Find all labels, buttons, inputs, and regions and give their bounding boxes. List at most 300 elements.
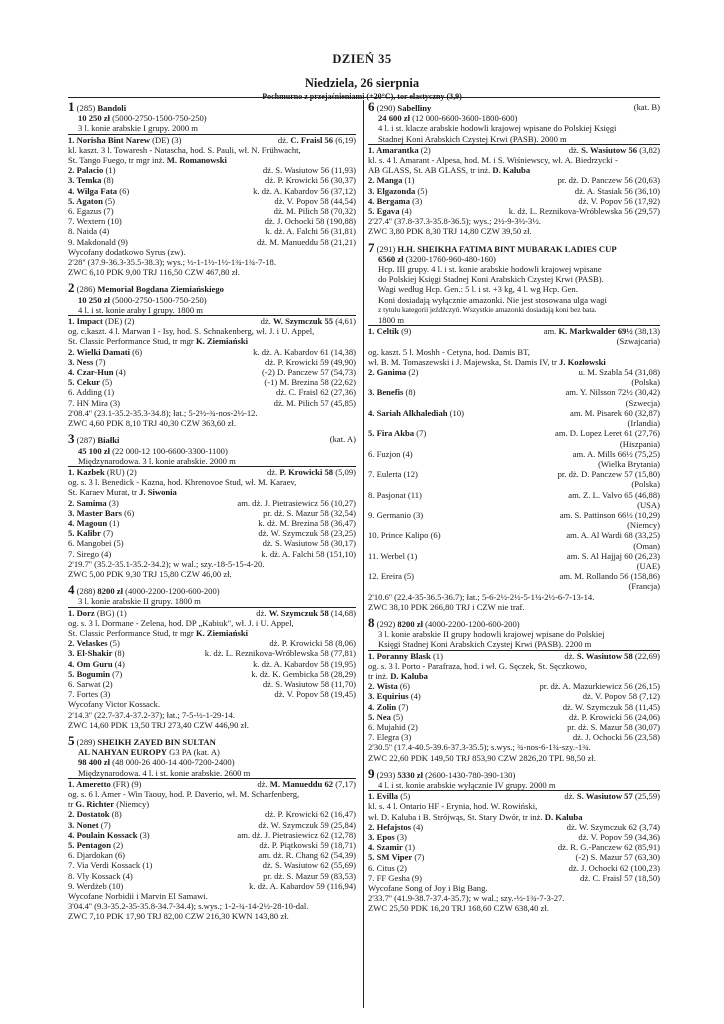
jockey-info — [573, 186, 660, 196]
race-code: (291) — [376, 243, 398, 254]
result-row — [368, 732, 660, 742]
line-text: Stadnej Koni Arabskich Czystej Krwi (PASB). 2000 m — [378, 133, 567, 144]
line-text: Hcp. III grupy. 4 l. i st. konie arabskie hodowli krajowej wpisane — [378, 264, 602, 275]
race-line — [68, 569, 356, 579]
jockey-text: dż. S. Wasiutow 58 (30,17) — [262, 538, 356, 549]
jockey-info — [576, 832, 660, 842]
race-line — [368, 903, 660, 913]
jockey-odds: (22,69) — [632, 650, 660, 661]
jockey-text: k. dż. A. Falchi 56 (31,81) — [265, 226, 356, 237]
jockey-text: k. dż. A. Kabardov 59 (116,94) — [249, 880, 356, 891]
horse-name: 1. Ameretto — [68, 778, 111, 789]
page-header — [0, 52, 724, 101]
horse-info: (8) — [112, 648, 125, 659]
race-code: (289) — [76, 736, 98, 747]
result-row — [368, 449, 660, 459]
horse-info: (DE) (3) — [149, 134, 182, 145]
race-line — [68, 267, 356, 277]
horse-info: (7) — [412, 852, 425, 863]
race-number: 4 — [68, 585, 75, 597]
jockey-text: dż. A. Stasiak 56 (36,10) — [574, 185, 660, 196]
line-text: og. s. 3 l. Benedick - Kazna, hod. Khrenovoe Stud, wł. M. Karaev, — [68, 477, 297, 488]
result-row — [368, 387, 660, 397]
horse-info: 7. FF Gesha (9) — [368, 872, 422, 883]
race-line — [368, 284, 660, 294]
race-line — [68, 295, 356, 305]
result-row — [68, 679, 356, 689]
horse-name: 2. Dostatok — [68, 809, 110, 820]
horse-info: (10) — [447, 407, 464, 418]
race-line — [68, 487, 356, 497]
line-text: do Polskiej Księgi Stadnej Koni Arabskich Czystej Krwi (PASB). — [378, 274, 604, 285]
horse-name: 2. Palacio — [68, 165, 104, 176]
line-text: Wycofany dodatkowo Syrus (zw). — [68, 246, 186, 257]
line-text: AB GLASS, St. AB GLASS, tr inż. — [368, 165, 493, 176]
jockey-text: dż. W. Szymczuk 59 (25,84) — [258, 819, 356, 830]
jockey-info — [556, 175, 660, 185]
race-category: (kat. B) — [633, 102, 660, 112]
result-row — [68, 508, 356, 518]
jockey-name: S. Wasiutow 56 — [581, 144, 638, 155]
bold-text: 24 600 zł — [378, 113, 410, 124]
race-line — [68, 768, 356, 779]
line-text: (12 000-6600-3600-1800-600) — [409, 113, 518, 124]
horse-info: (FR) (9) — [110, 778, 142, 789]
horse-name: 4. Szamir — [368, 842, 403, 853]
result-row — [368, 186, 660, 196]
line-text: 2'30.5'' (17.4-40.5-39.6-37.3-35.5); s.wys.; ¾-nos-6-1¾-szy.-1¾. — [368, 742, 591, 753]
horse-info: (4) — [113, 367, 126, 378]
day-title: DZIEŃ 35 — [332, 52, 392, 66]
race-line — [68, 799, 356, 809]
horse-info: (7) — [100, 528, 114, 539]
jockey-info — [272, 206, 356, 216]
result-row — [368, 791, 660, 801]
race-line — [68, 456, 356, 467]
race-title — [68, 585, 356, 596]
horse-info: (1) — [107, 517, 120, 528]
jockey-info — [567, 145, 660, 155]
race-line — [368, 780, 660, 791]
line-text: St. Karaev Murat, tr — [68, 487, 140, 498]
race-title — [368, 618, 660, 629]
race-line — [368, 254, 660, 264]
line-text: wł. B. M. Tomaszewski i J. Majewska, St. Damis IV, tr — [368, 356, 559, 367]
jockey-info — [254, 608, 356, 618]
jockey-info — [561, 702, 660, 712]
horse-name: 3. Master Bars — [68, 507, 123, 518]
jockey-text: dż. S. Wasiutow 62 (55,69) — [262, 860, 356, 871]
horse-info: 8. Pasjonat (11) — [368, 489, 422, 500]
jockey-info — [259, 316, 356, 326]
line-text: ZWC 22,60 PDK 149,50 TRJ 853,90 CZW 2826,20 TPL 98,50 zł. — [368, 752, 596, 763]
result-row — [68, 638, 356, 648]
line-text: (Irlandia) — [627, 418, 660, 429]
race-code: (293) — [376, 769, 398, 780]
race-line — [68, 891, 356, 901]
trainer-name: D. Kaluba — [544, 811, 583, 822]
jockey-info — [261, 860, 356, 870]
race-number: 8 — [368, 617, 375, 630]
horse-name: 4. Magoun — [68, 517, 108, 528]
jockey-info — [562, 791, 660, 801]
jockey-info — [263, 175, 356, 185]
horse-name: 1. Norisha Bint Narew — [68, 134, 150, 145]
race-line — [368, 347, 660, 357]
race-name: 5330 zł — [397, 769, 423, 780]
jockey-info — [558, 510, 660, 520]
result-row — [68, 840, 356, 850]
result-row — [368, 571, 660, 581]
horse-info: (5) — [390, 711, 404, 722]
race-code: (287) — [76, 435, 98, 446]
jockey-name: S. Wasiutow 58 — [576, 650, 633, 661]
horse-name: 3. Benefis — [368, 387, 404, 398]
line-text: 3 l. konie arabskie II grupy hodowli krajowej wpisane do Polskiej — [378, 629, 605, 640]
line-text: Wagi według Hcp. Gen.: 5 l. i st. +3 kg, 4 l. wg Hcp. Gen. — [378, 284, 578, 295]
jockey-info — [565, 822, 660, 832]
horse-info: (6) — [117, 185, 130, 196]
line-text: og. c.kaszt. 4 l. Marwan I - Isy, hod. S. Schnakenberg, wł. J. i U. Appel, — [68, 326, 315, 337]
jockey-text: dż. R. G.-Panczew 62 (85,91) — [557, 842, 660, 853]
horse-info: (6) — [122, 507, 135, 518]
jockey-info — [235, 830, 356, 840]
jockey-name: C. Fraisl 56 — [290, 134, 334, 145]
horse-info: 7. Eulerta (12) — [368, 469, 418, 480]
line-text: 4 l. i st. konie arabskie wyłącznie IV grupy. 2000 m — [378, 780, 556, 790]
line-text: tr inż. — [368, 670, 391, 681]
left-column — [68, 102, 356, 928]
jockey-info — [574, 852, 661, 862]
line-text: 4 l. i st. konie araby I grupy. 1800 m — [78, 304, 203, 315]
horse-info: 6. Citus (2) — [368, 862, 407, 873]
race-line — [68, 596, 356, 607]
jockey-info — [571, 449, 660, 459]
race-line — [368, 155, 660, 165]
jockey-text: dż. C. Fraisl 62 (27,36) — [276, 387, 356, 398]
jockey-text: dż. W. Szymczuk 58 (23,25) — [258, 528, 356, 539]
jockey-text: am. dż. J. Pietrasiewicz 56 (10,27) — [237, 497, 356, 508]
horse-info: 7. HN Mira (3) — [68, 397, 121, 408]
jockey-info — [558, 571, 661, 581]
jockey-info — [567, 712, 660, 722]
race-line — [368, 305, 660, 315]
race-line — [368, 398, 660, 408]
jockey-text: am. S. Al Hajjaj 60 (26,23) — [566, 550, 660, 561]
horse-info: 11. Werbel (1) — [368, 550, 418, 561]
horse-info: 7. Sirego (4) — [68, 548, 112, 559]
jockey-name: P. Krowicki 58 — [279, 466, 334, 477]
result-row — [68, 498, 356, 508]
jockey-info — [256, 528, 356, 538]
race-title — [368, 102, 660, 113]
bold-text: AL NAHYAN EUROPY — [78, 747, 167, 758]
race-line — [368, 165, 660, 175]
horse-info: (7) — [93, 356, 106, 367]
race-name: H.H. SHEIKHA FATIMA BINT MUBARAK LADIES CUP — [397, 243, 617, 254]
jockey-text: dż. V. Popov 58 (19,45) — [274, 689, 356, 700]
line-text: 2'14.3'' (22.7-37.4-37.2-37); łat.; 7-5-½-1-29-14. — [68, 709, 235, 720]
jockey-odds: (38,13) — [632, 326, 660, 337]
jockey-text: pr. dż. A. Mazurkiewicz 56 (26,15) — [539, 681, 660, 692]
horse-info: (BG) (1) — [94, 607, 127, 618]
horse-info: (3) — [394, 832, 407, 843]
horse-name: 1. Celtik — [368, 326, 400, 337]
result-row — [368, 408, 660, 418]
race-line — [68, 477, 356, 487]
horse-info: (3) — [410, 195, 423, 206]
race-line — [68, 155, 356, 165]
trainer-name: K. Ziemiański — [195, 336, 248, 347]
line-text: (Polska) — [631, 377, 660, 388]
race-number: 9 — [368, 768, 375, 780]
race-number: 2 — [68, 283, 75, 295]
horse-info: 10. Prince Kalipo (6) — [368, 530, 441, 541]
jockey-info — [274, 387, 356, 397]
jockey-info — [562, 651, 660, 661]
jockey-info — [576, 196, 660, 206]
horse-info: 8. Vly Kossack (4) — [68, 870, 133, 881]
jockey-text: am. Z. L. Valvo 65 (46,88) — [568, 489, 660, 500]
race-line — [368, 561, 660, 571]
trainer-name: D. Kaluba — [390, 670, 428, 681]
horse-info: (RU) (2) — [104, 466, 137, 477]
jockey-info — [261, 508, 356, 518]
result-row — [68, 779, 356, 789]
horse-info: 7. Via Verdi Kossack (1) — [68, 860, 153, 871]
result-row — [68, 659, 356, 669]
race-line — [368, 541, 660, 551]
result-row — [368, 651, 660, 661]
race-number: 3 — [68, 434, 75, 446]
result-row — [68, 648, 356, 658]
jockey-text: dż. P. Krowicki 56 (30,37) — [265, 175, 356, 186]
result-row — [68, 165, 356, 175]
jockey-text: k. dż. M. Brezina 58 (36,47) — [258, 517, 356, 528]
line-text: (3200-1760-960-480-160) — [403, 253, 496, 264]
result-row — [368, 530, 660, 540]
jockey-text: dż. S. Wasiutow 58 (11,70) — [262, 678, 356, 689]
horse-info: (1) — [103, 165, 116, 176]
jockey-text: dż. J. Ochocki 56 (23,58) — [572, 732, 660, 743]
race-line — [368, 439, 660, 449]
line-text: z tytułu kategorii jeźdźczyń. Wszystkie amazonki dosiadają koni bez bata. — [378, 304, 597, 314]
jockey-info — [256, 518, 356, 528]
race-line — [368, 336, 660, 346]
race-line — [368, 134, 660, 145]
jockey-info — [571, 732, 660, 742]
race-line — [368, 742, 660, 752]
horse-name: 5. Nea — [368, 711, 391, 722]
horse-name: 2. Ganima — [368, 367, 407, 378]
line-text: G3 PA (kat. A) — [166, 747, 220, 758]
trainer-name: D. Kaluba — [492, 165, 531, 176]
race-line — [368, 661, 660, 671]
jockey-info — [267, 638, 356, 648]
jockey-odds: (7,17) — [333, 778, 356, 789]
jockey-text: k. dż. K. Gembicka 58 (28,29) — [251, 668, 356, 679]
jockey-text: dż. M. Manueddu 58 (21,21) — [256, 236, 356, 247]
jockey-odds: (6,19) — [333, 134, 356, 145]
race-line — [68, 123, 356, 134]
jockey-info — [264, 226, 356, 236]
weather-conditions: Pochmurno z przejaśnieniami (+20°C), tor elastyczny (3,9) — [262, 92, 462, 101]
horse-name: 4. Om Guru — [68, 658, 113, 669]
race-line — [368, 123, 660, 133]
line-text: ZWC 7,10 PDK 17,90 TRJ 82,00 CZW 216,30 KWN 143,80 zł. — [68, 911, 289, 922]
horse-info: (1) — [430, 650, 443, 661]
result-row — [368, 145, 660, 155]
race-block — [68, 102, 356, 277]
line-text: (22 000-12 100-6600-3300-1100) — [109, 445, 228, 456]
race-block — [368, 243, 660, 612]
jockey-info — [272, 398, 356, 408]
race-line — [68, 901, 356, 911]
jockey-text: k. dż. L. Reznikova-Wróblewska 56 (29,57) — [508, 206, 660, 217]
race-line — [68, 699, 356, 709]
race-block — [68, 434, 356, 579]
jockey-text: dż. P. Krowicki 62 (16,47) — [265, 809, 356, 820]
horse-name: 5. Agaton — [68, 195, 103, 206]
jockey-text: dż. — [568, 144, 582, 155]
horse-name: 1. Evilla — [368, 791, 399, 802]
horse-info: 6. Egazus (7) — [68, 206, 114, 217]
race-line — [368, 592, 660, 602]
jockey-text: dż. — [266, 466, 280, 477]
result-row — [68, 237, 356, 247]
horse-info: 9. Germanio (3) — [368, 509, 424, 520]
jockey-info — [565, 551, 660, 561]
horse-name: 3. Epos — [368, 832, 395, 843]
horse-name: 2. Hefajstos — [368, 821, 411, 832]
jockey-text: am. A. Al Wardi 68 (33,25) — [566, 530, 660, 541]
jockey-text: dż. V. Popov 56 (17,92) — [578, 195, 660, 206]
race-prize-split: (2600-1430-780-390-130) — [422, 769, 516, 780]
trainer-name: J. Siwonia — [139, 487, 177, 498]
horse-name: 1. Kazbek — [68, 466, 105, 477]
horse-name: 1. Poranny Blask — [368, 650, 431, 661]
jockey-name: W. Szymczuk 58 — [268, 607, 329, 618]
result-row — [68, 387, 356, 397]
horse-info: (2) — [110, 840, 124, 851]
jockey-odds: (5,09) — [333, 466, 356, 477]
result-row — [368, 681, 660, 691]
jockey-text: u. M. Szabla 54 (31,08) — [578, 367, 660, 378]
line-text: (Oman) — [633, 540, 660, 551]
jockey-text: dż. — [564, 650, 577, 661]
jockey-info — [235, 498, 356, 508]
jockey-text: k. dż. A. Kabardov 61 (14,38) — [253, 346, 356, 357]
race-line — [368, 520, 660, 530]
jockey-text: am. S. Pattinson 66½ (10,29) — [559, 509, 660, 520]
result-row — [68, 398, 356, 408]
line-text: Koni dosiadają wyłącznie amazonki. Nie jest stosowana ulga wagi — [378, 294, 607, 305]
horse-info: 12. Ereira (5) — [368, 571, 415, 582]
result-row — [368, 873, 660, 883]
race-line — [68, 911, 356, 921]
horse-name: 5. Cekur — [68, 377, 100, 388]
race-prize-split: (4000-2200-1200-600-200) — [422, 618, 520, 629]
result-row — [68, 830, 356, 840]
jockey-odds: (25,59) — [632, 791, 660, 802]
jockey-info — [263, 357, 356, 367]
race-line — [68, 336, 356, 346]
race-line — [368, 113, 660, 123]
result-row — [68, 871, 356, 881]
line-text: 2'08.4'' (23.1-35.2-35.3-34.8); łat.; 5-2½-¾-nos-2½-12. — [68, 407, 258, 418]
line-text: 3 l. konie arabskie II grupy. 1800 m — [78, 596, 201, 607]
horse-info: (4) — [410, 821, 424, 832]
result-row — [68, 850, 356, 860]
horse-name: 3. Nonet — [68, 819, 99, 830]
race-title — [68, 736, 356, 747]
race-name: Białki — [97, 435, 120, 446]
horse-name: 3. Equirius — [368, 691, 409, 702]
race-line — [368, 357, 660, 367]
horse-info: (1) — [402, 842, 416, 853]
result-row — [368, 842, 660, 852]
line-text: ZWC 4,60 PDK 8,10 TRJ 40,30 CZW 363,60 zł. — [68, 418, 236, 429]
jockey-info — [251, 186, 356, 196]
result-row — [68, 809, 356, 819]
result-row — [68, 367, 356, 377]
race-name: Bandoli — [97, 103, 127, 113]
race-block — [368, 769, 660, 914]
jockey-text: pr. dż. D. Panczew 56 (20,63) — [557, 175, 660, 186]
jockey-info — [203, 648, 356, 658]
race-name: Sabelliny — [397, 103, 432, 113]
jockey-odds: (3,82) — [637, 144, 660, 155]
race-line — [368, 602, 660, 612]
horse-info: 6. Mujahid (2) — [368, 721, 418, 732]
race-line — [68, 326, 356, 336]
jockey-info — [249, 669, 356, 679]
horse-name: 2. Samima — [68, 497, 107, 508]
horse-info: 6. Sarwat (2) — [68, 678, 113, 689]
horse-info: (7) — [414, 428, 427, 439]
jockey-info — [537, 681, 660, 691]
line-text: (48 000-26 400-14 400-7200-2400) — [109, 757, 235, 768]
result-row — [368, 863, 660, 873]
horse-info: (6) — [130, 346, 143, 357]
line-text: og. kaszt. 5 l. Moshh - Cetyna, hod. Damis BT, — [368, 346, 530, 357]
line-text: kl. s. 4 l. Ontario HF - Erynia, hod. W. Rowiński, — [368, 801, 538, 812]
race-line — [368, 459, 660, 469]
result-row — [68, 347, 356, 357]
line-text: Wycofany Victor Kossack. — [68, 699, 161, 710]
race-name: Memoriał Bogdana Ziemiańskiego — [97, 284, 224, 295]
trainer-name: M. Romanowski — [166, 155, 227, 166]
jockey-info — [568, 408, 660, 418]
race-prize-split: (4000-2200-1200-600-200) — [122, 586, 220, 597]
result-row — [68, 186, 356, 196]
jockey-text: am. D. Lopez Leret 61 (27,76) — [555, 428, 660, 439]
line-text: 3 l. konie arabskie I grupy. 2000 m — [78, 123, 198, 134]
jockey-text: dż. — [564, 791, 577, 802]
jockey-text: dż. P. Krowicki 58 (8,06) — [269, 638, 356, 649]
horse-info: 7. Elegra (3) — [368, 732, 412, 743]
line-text: 2'28'' (37.9-36.3-35.5-38.3); wys.; ½-1-1½-1½-1¾-1¾-7-18. — [68, 257, 276, 268]
race-name: SHEIKH ZAYED BIN SULTAN — [97, 736, 216, 747]
jockey-text: dż. — [277, 134, 291, 145]
race-line — [68, 757, 356, 767]
jockey-text: (-2) D. Panczew 57 (54,73) — [261, 367, 356, 378]
result-row — [68, 135, 356, 145]
race-line — [368, 753, 660, 763]
race-line — [68, 628, 356, 638]
horse-name: 4. Sariah Alkhalediah — [368, 407, 448, 418]
race-line — [368, 812, 660, 822]
